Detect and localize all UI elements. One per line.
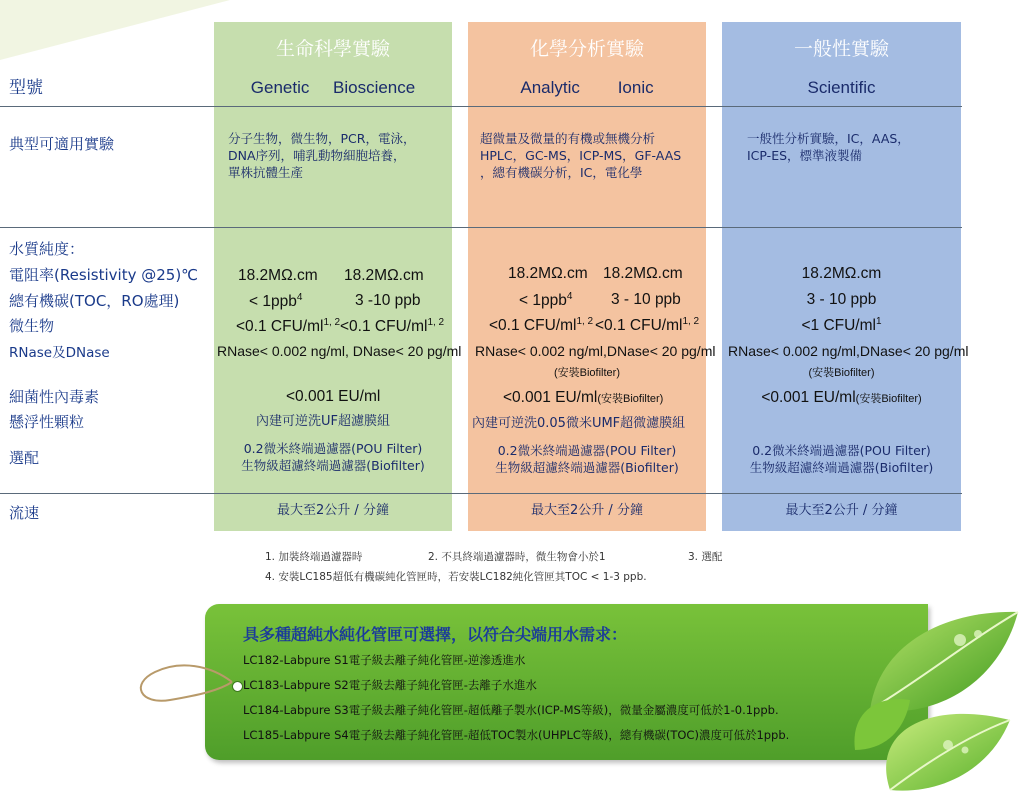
- endotoxin-text: <0.001 EU/ml: [503, 389, 598, 406]
- particles-value: 內建可逆洗UF超濾膜組: [256, 414, 390, 429]
- resistivity-value: 18.2MΩ.cm: [603, 265, 683, 282]
- flow-value: 最大至2公升 / 分鐘: [277, 503, 389, 518]
- label-water-quality: 水質純度：: [9, 240, 85, 258]
- experiments-line: 超微量及微量的有機或無機分析: [480, 131, 656, 146]
- label-microbes: 微生物: [9, 317, 55, 335]
- row-divider: [0, 227, 962, 228]
- experiments-line: 一般性分析實驗，IC，AAS，: [747, 131, 910, 146]
- label-toc: 總有機碳(TOC，RO處理): [9, 292, 180, 310]
- experiments-line: ，總有機碳分析，IC，電化學: [480, 165, 643, 180]
- cfu-text: <0.1 CFU/ml: [236, 318, 324, 336]
- column-subtitle: Scientific: [807, 78, 876, 97]
- endotoxin-note: (安裝Biofilter): [855, 393, 922, 405]
- endotoxin-value: [722, 389, 961, 407]
- cfu-text: <0.1 CFU/ml: [340, 318, 428, 336]
- rnase-note: (安裝Biofilter): [553, 367, 620, 379]
- cartridge-tag: [205, 604, 928, 760]
- options-line: 生物級超濾終端過濾器(Biofilter): [241, 458, 425, 473]
- label-model: 型號: [9, 78, 43, 98]
- resistivity-value: 18.2MΩ.cm: [344, 267, 424, 284]
- column-title: 一般性實驗: [793, 38, 889, 60]
- options-line: 生物級超濾終端過濾器(Biofilter): [749, 460, 934, 475]
- particles-value: 內建可逆洗0.05微米UMF超微濾膜組: [472, 416, 686, 431]
- toc-text: < 1ppb: [519, 292, 567, 310]
- subtitle-b: Bioscience: [333, 78, 416, 97]
- options-line: 生物級超濾終端過濾器(Biofilter): [495, 460, 679, 475]
- tag-line: LC185-Labpure S4電子級去離子純化管匣-超低TOC製水(UHPLC等級)，總有機碳(TOC)濃度可低於1ppb.: [243, 728, 790, 742]
- decorative-band: [0, 0, 230, 60]
- resistivity-value: 18.2MΩ.cm: [238, 267, 318, 284]
- experiments-line: 分子生物，微生物，PCR，電泳，: [228, 131, 416, 146]
- subtitle-b: Ionic: [617, 78, 654, 97]
- experiments-line: ICP-ES，標準液製備: [747, 148, 863, 163]
- cfu-value: [236, 317, 340, 336]
- endotoxin-note: (安裝Biofilter): [597, 393, 664, 405]
- cfu-text: <0.1 CFU/ml: [489, 317, 577, 335]
- label-resistivity: 電阻率(Resistivity @25)℃: [9, 266, 199, 284]
- footnote-3: 3. 選配: [688, 551, 723, 563]
- toc-value: [249, 292, 302, 311]
- endotoxin-value: [503, 389, 663, 407]
- tag-line: LC184-Labpure S3電子級去離子純化管匣-超低離子製水(ICP-MS等級)，微量金屬濃度可低於1-0.1ppb.: [243, 703, 779, 717]
- tag-string-icon: [120, 660, 240, 720]
- options-text: [214, 440, 452, 474]
- leaf-icon: [850, 600, 1025, 795]
- cfu-text: <0.1 CFU/ml: [595, 317, 683, 335]
- toc-text: < 1ppb: [249, 293, 297, 311]
- cfu-text: <1 CFU/ml: [801, 317, 876, 335]
- rnase-value: RNase< 0.002 ng/ml,DNase< 20 pg/ml: [475, 343, 716, 359]
- toc-footnote: 4: [566, 291, 573, 302]
- resistivity-value: 18.2MΩ.cm: [508, 265, 588, 282]
- subtitle-a: Genetic: [250, 78, 310, 97]
- cfu-footnote: 1, 2: [576, 316, 594, 327]
- resistivity-value: 18.2MΩ.cm: [801, 265, 882, 282]
- options-text: [722, 442, 961, 476]
- label-flow: 流速: [9, 504, 40, 522]
- footnote-4: 4. 安裝LC185超低有機碳純化管匣時，若安裝LC182純化管匣其TOC < 1-3 ppb.: [265, 571, 647, 583]
- row-divider: [0, 493, 962, 494]
- cfu-value: [722, 316, 961, 335]
- options-line: 0.2微米終端過濾器(POU Filter): [752, 443, 931, 458]
- experiments-text: [747, 130, 910, 164]
- label-typical-experiments: 典型可適用實驗: [9, 135, 115, 153]
- label-particles: 懸浮性顆粒: [9, 413, 85, 431]
- experiments-text: [228, 130, 415, 181]
- experiments-line: DNA序列，哺乳動物細胞培養，: [228, 148, 406, 163]
- toc-value: 3 -10 ppb: [355, 292, 421, 309]
- cfu-value: [489, 316, 593, 335]
- column-title: 生命科學實驗: [275, 38, 390, 60]
- cfu-footnote: 1, 2: [682, 316, 700, 327]
- endotoxin-value: <0.001 EU/ml: [286, 388, 381, 405]
- cfu-value: [340, 317, 444, 336]
- options-text: [468, 442, 706, 476]
- experiments-line: HPLC，GC-MS，ICP-MS，GF-AAS: [480, 148, 682, 163]
- experiments-text: [480, 130, 681, 181]
- options-line: 0.2微米終端過濾器(POU Filter): [243, 441, 423, 456]
- label-endotoxin: 細菌性內毒素: [9, 388, 100, 406]
- endotoxin-text: <0.001 EU/ml: [761, 389, 856, 406]
- label-rnase: RNase及DNase: [9, 345, 110, 361]
- tag-title: 具多種超純水純化管匣可選擇，以符合尖端用水需求：: [243, 625, 628, 644]
- column-title: 化學分析實驗: [529, 38, 644, 60]
- subtitle-a: Analytic: [520, 78, 580, 97]
- column-subtitle: [468, 78, 706, 98]
- label-options: 選配: [9, 449, 40, 467]
- column-subtitle: [214, 78, 452, 98]
- flow-value: 最大至2公升 / 分鐘: [785, 503, 898, 518]
- footnote-1: 1. 加裝終端過濾器時: [265, 551, 363, 563]
- cfu-footnote: 1: [875, 316, 882, 327]
- toc-value: [519, 291, 572, 310]
- toc-value: 3 - 10 ppb: [611, 291, 681, 308]
- tag-line: LC183-Labpure S2電子級去離子純化管匣-去離子水進水: [243, 678, 537, 692]
- cfu-footnote: 1, 2: [427, 317, 445, 328]
- footnote-2: 2. 不具終端過濾器時，微生物會小於1: [428, 551, 606, 563]
- row-divider: [0, 106, 962, 107]
- rnase-value: RNase< 0.002 ng/ml, DNase< 20 pg/ml: [217, 343, 462, 359]
- cfu-footnote: 1, 2: [323, 317, 341, 328]
- experiments-line: 單株抗體生產: [228, 165, 304, 180]
- cfu-value: [595, 316, 699, 335]
- toc-value: 3 - 10 ppb: [806, 291, 877, 308]
- rnase-note: (安裝Biofilter): [808, 367, 875, 379]
- options-line: 0.2微米終端過濾器(POU Filter): [497, 443, 677, 458]
- flow-value: 最大至2公升 / 分鐘: [531, 503, 643, 518]
- toc-footnote: 4: [296, 292, 303, 303]
- tag-line: LC182-Labpure S1電子級去離子純化管匣-逆滲透進水: [243, 653, 526, 667]
- rnase-value: RNase< 0.002 ng/ml,DNase< 20 pg/ml: [728, 343, 969, 359]
